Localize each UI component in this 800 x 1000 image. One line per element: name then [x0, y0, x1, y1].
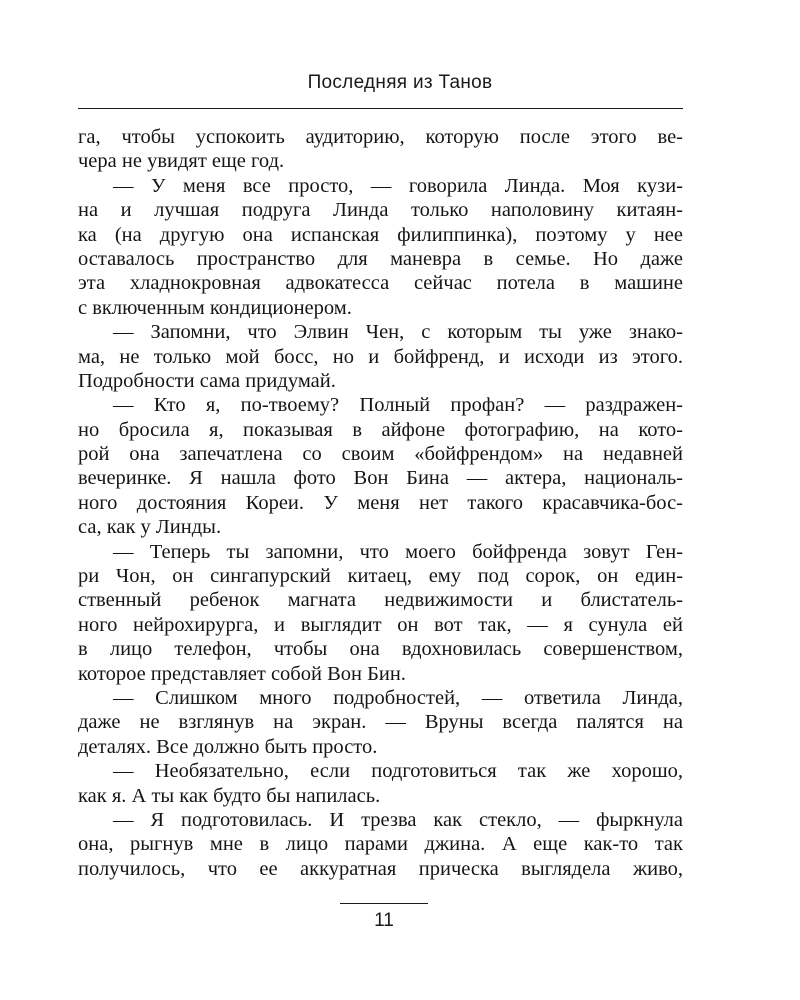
text-line: са, как у Линды. — [78, 516, 222, 539]
text-line: чера не увидят еще год. — [78, 150, 285, 173]
text-line: она, рыгнув мне в лицо парами джина. А еще как-то так — [78, 833, 683, 856]
text-line: даже не взглянув на экран. — Вруны всегда палятся на — [78, 711, 683, 734]
text-line: ма, не только мой босс, но и бойфренд, и исходи из этого. — [78, 345, 683, 368]
footer-rule — [340, 903, 428, 904]
text-line: — Я подготовилась. И трезва как стекло, — фыркнула — [113, 808, 683, 831]
text-line: ри Чон, он сингапурский китаец, ему под сорок, он един- — [78, 565, 683, 588]
header-rule — [78, 108, 683, 109]
text-line: рой она запечатлена со своим «бойфрендом» на недавней — [78, 443, 683, 466]
text-line: но бросила я, показывая в айфоне фотографию, на кото- — [78, 418, 683, 441]
text-line: вечеринке. Я нашла фото Вон Бина — актера, националь- — [78, 467, 683, 490]
text-line: — Необязательно, если подготовиться так же хорошо, — [113, 760, 683, 783]
text-line: — У меня все просто, — говорила Линда. Моя кузи- — [113, 174, 683, 197]
text-line: га, чтобы успокоить аудиторию, которую после этого ве- — [78, 126, 683, 148]
text-line: эта хладнокровная адвокатесса сейчас потела в машине — [78, 272, 683, 295]
text-line: — Запомни, что Элвин Чен, с которым ты уже знако- — [113, 321, 683, 344]
text-line: на и лучшая подруга Линда только наполовину китаян- — [78, 199, 683, 222]
text-line: ственный ребенок магната недвижимости и блистатель- — [78, 589, 683, 612]
text-line: — Слишком много подробностей, — ответила Линда, — [113, 686, 683, 709]
text-line: — Кто я, по-твоему? Полный профан? — раздражен- — [113, 394, 683, 417]
text-line: с включенным кондиционером. — [78, 296, 352, 319]
text-line: ного нейрохирурга, и выглядит он вот так, — я сунула ей — [78, 613, 683, 636]
text-line: как я. А ты как будто бы напилась. — [78, 784, 381, 807]
text-line: получилось, что ее аккуратная прическа выглядела живо, — [78, 857, 683, 880]
text-line: деталях. Все должно быть просто. — [78, 735, 378, 758]
text-line: Подробности сама придумай. — [78, 369, 336, 392]
text-line: ка (на другую она испанская филиппинка), поэтому у нее — [78, 223, 683, 246]
text-line: — Теперь ты запомни, что моего бойфренда зовут Ген- — [113, 540, 683, 563]
text-line: которое представляет собой Вон Бин. — [78, 662, 406, 685]
text-line: оставалось пространство для маневра в семье. Но даже — [78, 247, 683, 270]
running-head: Последняя из Танов — [307, 72, 493, 93]
text-line: в лицо телефон, чтобы она вдохновилась совершенством, — [78, 638, 683, 661]
page-number: 11 — [374, 910, 394, 931]
body-text — [78, 125, 683, 881]
text-line: ного достояния Кореи. У меня нет такого красавчика-бос- — [78, 491, 683, 514]
